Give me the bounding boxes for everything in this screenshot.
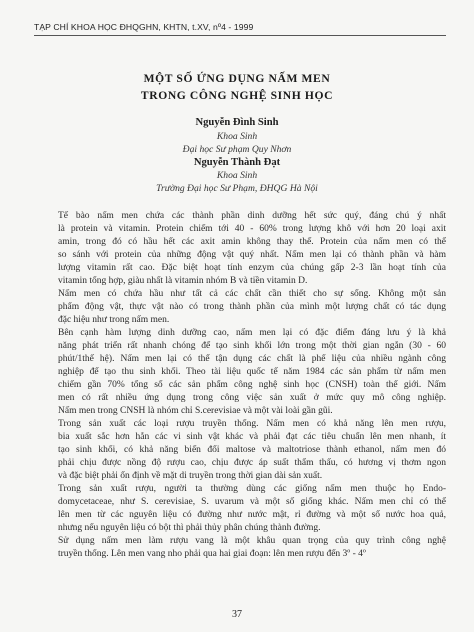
author-institution-2: Trường Đại học Sư Phạm, ĐHQG Hà Nội [156, 183, 318, 194]
paragraph-2 [34, 288, 446, 327]
text-line: Tế bào nấm men chứa các thành phần dinh dưỡng hết sức quý, đáng chú ý nhất [58, 211, 446, 221]
text-line: và đặc biệt phải ổn định về mặt di truyền trong thời gian dài sản xuất. [58, 471, 323, 481]
text-line: đặc hiệu như trong nấm men. [58, 315, 170, 325]
header-rule [34, 35, 446, 36]
author-dept-1: Khoa Sinh [216, 131, 258, 142]
text-line: phải chịu được nồng độ rượu cao, chịu được áp suất thẩm thấu, có hương vị thơm ngon [58, 458, 446, 468]
text-line: nhưng nếu nguyên liệu có bột thì phải thủy phân chúng thành đường. [58, 523, 321, 533]
author-name-2: Nguyễn Thành Đạt [193, 157, 281, 168]
journal-header: TẠP CHÍ KHOA HỌC ĐHQGHN, KHTN, t.XV, nº4 - 1999 [34, 22, 254, 32]
text-line: phẩm động vật, thực vật nào có trong thành phần của mình một lượng chất có tác dụng [58, 302, 446, 312]
body-text [34, 210, 446, 561]
author-name-1: Nguyễn Đình Sinh [195, 117, 279, 128]
paragraph-4 [34, 418, 446, 483]
text-line: Bên cạnh hàm lượng dinh dưỡng cao, nấm men lại có đặc điểm đáng lưu ý là khả [58, 328, 446, 338]
text-line: Nấm men có chứa hầu như tất cả các chất cần thiết cho sự sống. Không một sản [58, 289, 446, 299]
text-line: truyền thống. Lên men vang nho phải qua hai giai đoạn: lên men rượu đến 3º - 4º [58, 549, 366, 559]
text-line: là protein và vitamin. Protein chiếm tới 40 - 60% trong lượng khô với hơn 20 loại axit [58, 224, 446, 234]
text-line: domycetaceae, như S. cerevisiae, S. uvarum và một số giống khác. Nấm men chỉ có thể [58, 497, 446, 507]
paragraph-5 [34, 483, 446, 535]
text-line: phút/1thế hệ). Nấm men lại có thể tận dụng các chất là phế liệu của nhiều ngành công [58, 354, 446, 364]
text-line: nghiệp để tạo thu sinh khối. Theo tài liệu quốc tế năm 1984 các sản phẩm từ nấm men [58, 367, 446, 377]
text-line: bia xuất sắc hơn hẳn các vi sinh vật khác và phải đạt các tiêu chuẩn lên men nhanh, ít [58, 432, 446, 442]
paragraph-3 [34, 327, 446, 418]
title-line-1: MỘT SỐ ỨNG DỤNG NẤM MEN [143, 72, 331, 85]
page-number: 37 [232, 609, 242, 620]
text-line: so sánh với protein của những động vật quý nhất. Nấm men lại có thành phần và hàm [58, 250, 446, 260]
text-line: năng phát triển rất nhanh chóng để tạo sinh khối lớn trong một thời gian ngắn (30 - 60 [58, 341, 446, 351]
text-line: men có rất nhiều ứng dụng trong công việc sản xuất ở mức quy mô công nghiệp. [58, 393, 446, 403]
text-line: chiếm gần 70% tổng số các sản phẩm công nghệ sinh học (CNSH) toàn thế giới. Nấm [58, 380, 446, 390]
title-line-2: TRONG CÔNG NGHỆ SINH HỌC [140, 89, 334, 102]
text-line: Trong sản xuất các loại rượu truyền thống. Nấm men có khả năng lên men rượu, [58, 419, 446, 429]
text-line: tạo sinh khối, có khả năng biến đổi maltose và maltotriose thành ethanol, nấm men đó [58, 445, 446, 455]
author-institution-1: Đại học Sư phạm Quy Nhơn [182, 144, 292, 155]
text-line: lượng vitamin rất cao. Đặc biệt hoạt tính enzym của chúng gấp 2-3 lần hoạt tính của [58, 263, 446, 273]
text-line: Nấm men trong CNSH là nhóm chỉ S.cerevisiae và một vài loài gần gũi. [58, 406, 333, 416]
text-line: amin, trong đó có hầu hết các axit amin không thay thế. Protein của nấm men có thể [58, 237, 446, 247]
paragraph-1 [34, 210, 446, 288]
paragraph-6 [34, 535, 446, 561]
author-dept-2: Khoa Sinh [216, 170, 258, 181]
text-line: Sử dụng nấm men làm rượu vang là một khâu quan trọng của quy trình công nghệ [58, 536, 446, 546]
text-line: Trong sản xuất rượu, người ta thường dùng các giống nấm men thuộc họ Endo- [58, 484, 446, 494]
text-line: vitamin tổng hợp, giàu nhất là vitamin nhóm B và tiền vitamin D. [58, 276, 308, 286]
text-line: lên men từ các nguyên liệu có đường như nước mật, rỉ đường và một số nước hoa quả, [58, 510, 446, 520]
